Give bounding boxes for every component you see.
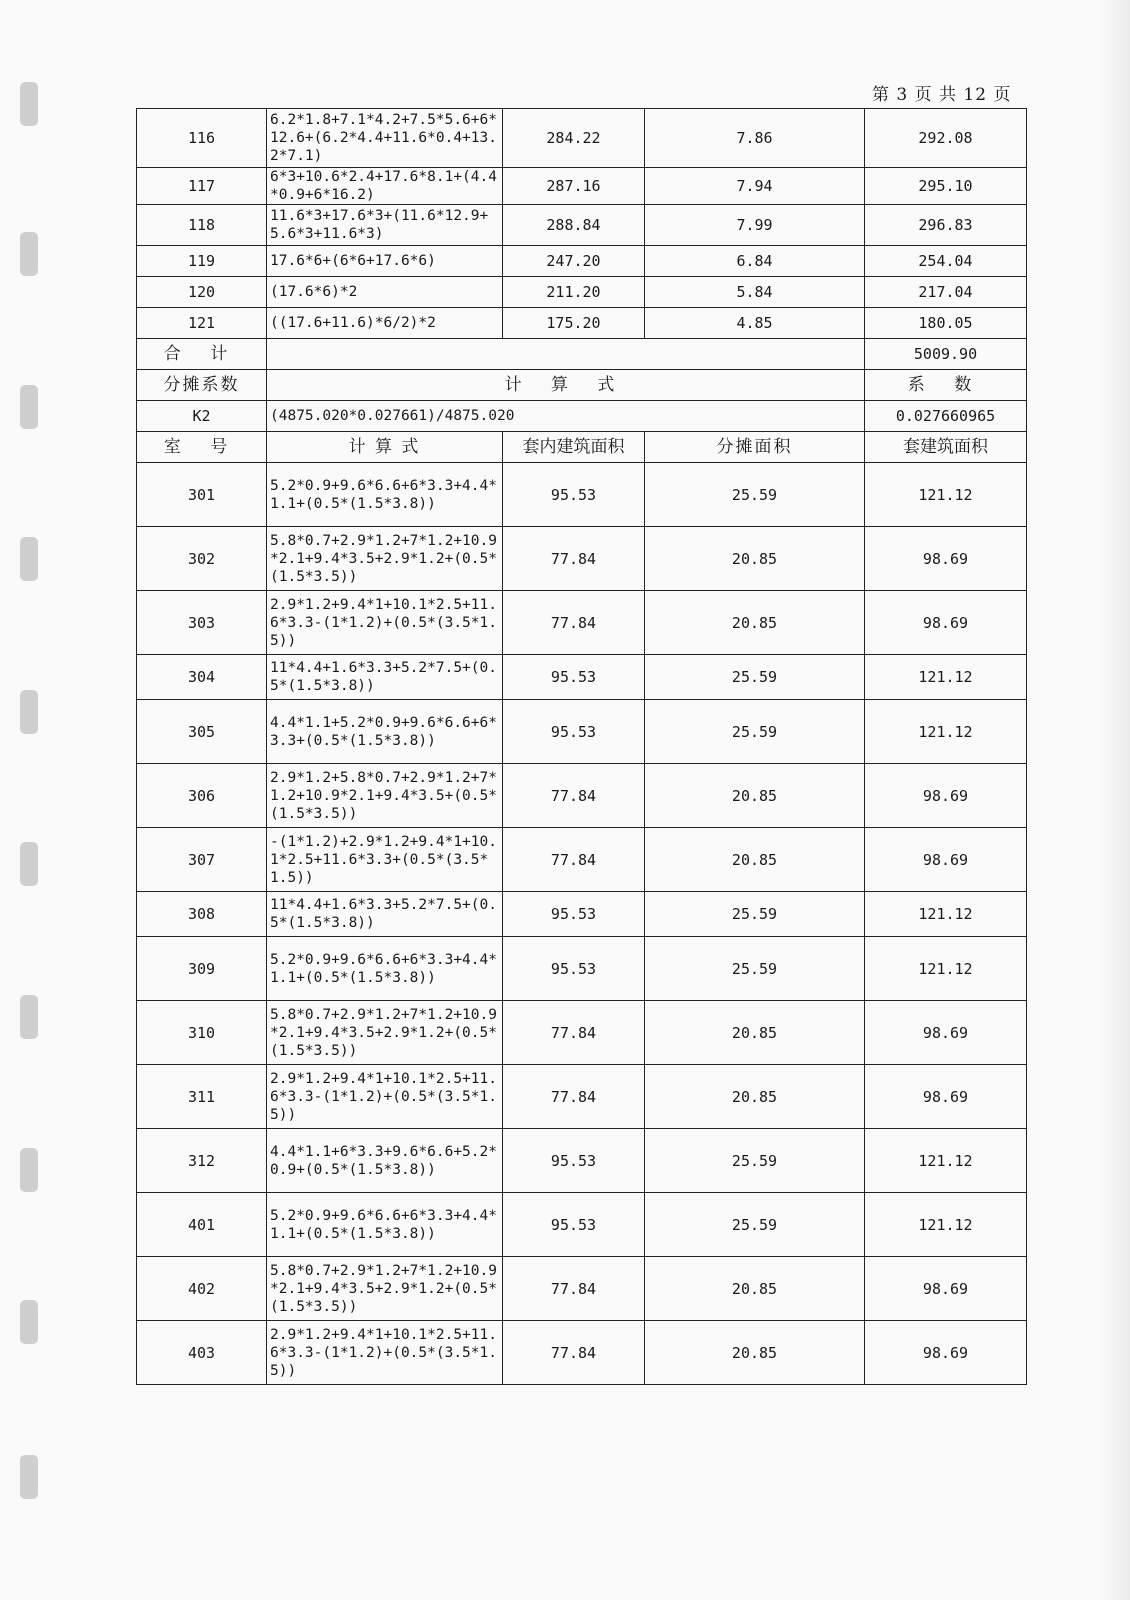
- room-number: 401: [137, 1193, 267, 1257]
- total-area: 254.04: [865, 246, 1027, 277]
- inner-area: 77.84: [503, 1001, 645, 1065]
- table-row: [137, 1321, 1027, 1385]
- shared-area: 5.84: [645, 277, 865, 308]
- area-formula: 5.8*0.7+2.9*1.2+7*1.2+10.9*2.1+9.4*3.5+2.9*1.2+(0.5*(1.5*3.5)): [267, 527, 503, 591]
- total-area: 121.12: [865, 937, 1027, 1001]
- inner-area: 95.53: [503, 892, 645, 937]
- inner-area: 287.16: [503, 168, 645, 205]
- binding-hole: [20, 842, 38, 886]
- room-number: 120: [137, 277, 267, 308]
- total-row: [137, 339, 1027, 370]
- room-number: 119: [137, 246, 267, 277]
- coef-value: 0.027660965: [865, 401, 1027, 432]
- room-number: 303: [137, 591, 267, 655]
- room-number: 311: [137, 1065, 267, 1129]
- inner-area: 95.53: [503, 463, 645, 527]
- table-row: [137, 1065, 1027, 1129]
- binding-hole: [20, 1455, 38, 1499]
- table-row: [137, 1257, 1027, 1321]
- area-formula: 2.9*1.2+9.4*1+10.1*2.5+11.6*3.3-(1*1.2)+(0.5*(3.5*1.5)): [267, 591, 503, 655]
- total-area: 98.69: [865, 1321, 1027, 1385]
- total-label: 合 计: [137, 339, 267, 370]
- coef-row: [137, 401, 1027, 432]
- area-formula: 4.4*1.1+5.2*0.9+9.6*6.6+6*3.3+(0.5*(1.5*3.8)): [267, 700, 503, 764]
- scan-edge-shadow: [1100, 0, 1130, 1600]
- shared-area: 25.59: [645, 655, 865, 700]
- inner-area: 77.84: [503, 1321, 645, 1385]
- top-rows: [137, 109, 1027, 339]
- area-formula: 5.2*0.9+9.6*6.6+6*3.3+4.4*1.1+(0.5*(1.5*3.8)): [267, 937, 503, 1001]
- room-number: 117: [137, 168, 267, 205]
- shared-area: 25.59: [645, 463, 865, 527]
- table-row: [137, 591, 1027, 655]
- coef-formula: (4875.020*0.027661)/4875.020: [267, 401, 865, 432]
- total-area: 98.69: [865, 591, 1027, 655]
- inner-area: 77.84: [503, 527, 645, 591]
- inner-area: 95.53: [503, 700, 645, 764]
- binding-hole: [20, 995, 38, 1039]
- shared-area: 7.99: [645, 205, 865, 246]
- total-area: 98.69: [865, 1001, 1027, 1065]
- binding-hole: [20, 385, 38, 429]
- room-number: 304: [137, 655, 267, 700]
- room-number: 118: [137, 205, 267, 246]
- table-row: [137, 1001, 1027, 1065]
- area-calculation-table: [136, 108, 1027, 1385]
- area-formula: 6.2*1.8+7.1*4.2+7.5*5.6+6*12.6+(6.2*4.4+11.6*0.4+13.2*7.1): [267, 109, 503, 168]
- table-header-row: [137, 432, 1027, 463]
- inner-area: 77.84: [503, 1257, 645, 1321]
- inner-area: 77.84: [503, 591, 645, 655]
- inner-area: 95.53: [503, 937, 645, 1001]
- inner-area: 95.53: [503, 1129, 645, 1193]
- inner-area: 211.20: [503, 277, 645, 308]
- area-formula: 11*4.4+1.6*3.3+5.2*7.5+(0.5*(1.5*3.8)): [267, 655, 503, 700]
- area-formula: 6*3+10.6*2.4+17.6*8.1+(4.4*0.9+6*16.2): [267, 168, 503, 205]
- area-formula: 4.4*1.1+6*3.3+9.6*6.6+5.2*0.9+(0.5*(1.5*3.8)): [267, 1129, 503, 1193]
- total-area: 121.12: [865, 700, 1027, 764]
- total-value: 5009.90: [865, 339, 1027, 370]
- room-number: 302: [137, 527, 267, 591]
- area-formula: 5.2*0.9+9.6*6.6+6*3.3+4.4*1.1+(0.5*(1.5*3.8)): [267, 463, 503, 527]
- binding-hole: [20, 1148, 38, 1192]
- inner-area: 284.22: [503, 109, 645, 168]
- table-row: [137, 1193, 1027, 1257]
- room-rows: [137, 463, 1027, 1385]
- shared-area: 20.85: [645, 828, 865, 892]
- total-empty-cell: [267, 339, 865, 370]
- shared-area: 20.85: [645, 1065, 865, 1129]
- header-formula: 计 算 式: [267, 432, 503, 463]
- shared-area: 20.85: [645, 591, 865, 655]
- total-area: 292.08: [865, 109, 1027, 168]
- shared-area: 25.59: [645, 937, 865, 1001]
- binding-hole: [20, 82, 38, 126]
- inner-area: 77.84: [503, 764, 645, 828]
- total-area: 121.12: [865, 1129, 1027, 1193]
- inner-area: 175.20: [503, 308, 645, 339]
- room-number: 121: [137, 308, 267, 339]
- room-number: 312: [137, 1129, 267, 1193]
- area-formula: 2.9*1.2+9.4*1+10.1*2.5+11.6*3.3-(1*1.2)+(0.5*(3.5*1.5)): [267, 1065, 503, 1129]
- table-row: [137, 937, 1027, 1001]
- shared-area: 20.85: [645, 1257, 865, 1321]
- room-number: 308: [137, 892, 267, 937]
- room-number: 403: [137, 1321, 267, 1385]
- room-number: 301: [137, 463, 267, 527]
- inner-area: 95.53: [503, 655, 645, 700]
- table-row: [137, 277, 1027, 308]
- area-formula: 2.9*1.2+9.4*1+10.1*2.5+11.6*3.3-(1*1.2)+(0.5*(3.5*1.5)): [267, 1321, 503, 1385]
- table-row: [137, 109, 1027, 168]
- shared-area: 20.85: [645, 1001, 865, 1065]
- binding-hole: [20, 537, 38, 581]
- area-formula: (17.6*6)*2: [267, 277, 503, 308]
- total-area: 98.69: [865, 1257, 1027, 1321]
- coef-label: K2: [137, 401, 267, 432]
- table-row: [137, 205, 1027, 246]
- total-area: 98.69: [865, 527, 1027, 591]
- coef-header-label: 分摊系数: [137, 370, 267, 401]
- shared-area: 20.85: [645, 764, 865, 828]
- total-area: 295.10: [865, 168, 1027, 205]
- total-area: 98.69: [865, 1065, 1027, 1129]
- total-area: 121.12: [865, 1193, 1027, 1257]
- table-row: [137, 828, 1027, 892]
- table-row: [137, 168, 1027, 205]
- room-number: 310: [137, 1001, 267, 1065]
- table-row: [137, 764, 1027, 828]
- table-row: [137, 246, 1027, 277]
- shared-area: 25.59: [645, 1129, 865, 1193]
- total-area: 217.04: [865, 277, 1027, 308]
- inner-area: 77.84: [503, 1065, 645, 1129]
- inner-area: 247.20: [503, 246, 645, 277]
- total-area: 98.69: [865, 828, 1027, 892]
- area-formula: 11*4.4+1.6*3.3+5.2*7.5+(0.5*(1.5*3.8)): [267, 892, 503, 937]
- shared-area: 25.59: [645, 892, 865, 937]
- area-formula: 11.6*3+17.6*3+(11.6*12.9+5.6*3+11.6*3): [267, 205, 503, 246]
- total-area: 180.05: [865, 308, 1027, 339]
- inner-area: 77.84: [503, 828, 645, 892]
- table-row: [137, 1129, 1027, 1193]
- table-row: [137, 463, 1027, 527]
- binding-hole: [20, 232, 38, 276]
- header-shared-area: 分摊面积: [645, 432, 865, 463]
- binding-hole: [20, 1300, 38, 1344]
- summary-rows: [137, 339, 1027, 463]
- shared-area: 20.85: [645, 1321, 865, 1385]
- header-total-area: 套建筑面积: [865, 432, 1027, 463]
- total-area: 121.12: [865, 655, 1027, 700]
- area-formula: 5.8*0.7+2.9*1.2+7*1.2+10.9*2.1+9.4*3.5+2.9*1.2+(0.5*(1.5*3.5)): [267, 1257, 503, 1321]
- shared-area: 25.59: [645, 1193, 865, 1257]
- coef-header-row: [137, 370, 1027, 401]
- room-number: 305: [137, 700, 267, 764]
- table-row: [137, 308, 1027, 339]
- table-row: [137, 655, 1027, 700]
- area-formula: -(1*1.2)+2.9*1.2+9.4*1+10.1*2.5+11.6*3.3+(0.5*(3.5*1.5)): [267, 828, 503, 892]
- shared-area: 20.85: [645, 527, 865, 591]
- page-number: 第 3 页 共 12 页: [872, 85, 1012, 105]
- binding-hole: [20, 690, 38, 734]
- area-formula: 5.8*0.7+2.9*1.2+7*1.2+10.9*2.1+9.4*3.5+2.9*1.2+(0.5*(1.5*3.5)): [267, 1001, 503, 1065]
- shared-area: 25.59: [645, 700, 865, 764]
- total-area: 98.69: [865, 764, 1027, 828]
- shared-area: 7.86: [645, 109, 865, 168]
- shared-area: 7.94: [645, 168, 865, 205]
- area-formula: 2.9*1.2+5.8*0.7+2.9*1.2+7*1.2+10.9*2.1+9.4*3.5+(0.5*(1.5*3.5)): [267, 764, 503, 828]
- header-room: 室 号: [137, 432, 267, 463]
- coef-header-coef: 系 数: [865, 370, 1027, 401]
- header-inner-area: 套内建筑面积: [503, 432, 645, 463]
- total-area: 121.12: [865, 463, 1027, 527]
- room-number: 116: [137, 109, 267, 168]
- inner-area: 288.84: [503, 205, 645, 246]
- table-row: [137, 700, 1027, 764]
- table-row: [137, 892, 1027, 937]
- area-formula: 17.6*6+(6*6+17.6*6): [267, 246, 503, 277]
- shared-area: 6.84: [645, 246, 865, 277]
- coef-header-formula: 计 算 式: [267, 370, 865, 401]
- area-formula: ((17.6+11.6)*6/2)*2: [267, 308, 503, 339]
- room-number: 402: [137, 1257, 267, 1321]
- room-number: 306: [137, 764, 267, 828]
- shared-area: 4.85: [645, 308, 865, 339]
- total-area: 296.83: [865, 205, 1027, 246]
- area-formula: 5.2*0.9+9.6*6.6+6*3.3+4.4*1.1+(0.5*(1.5*3.8)): [267, 1193, 503, 1257]
- room-number: 309: [137, 937, 267, 1001]
- inner-area: 95.53: [503, 1193, 645, 1257]
- room-number: 307: [137, 828, 267, 892]
- total-area: 121.12: [865, 892, 1027, 937]
- table-row: [137, 527, 1027, 591]
